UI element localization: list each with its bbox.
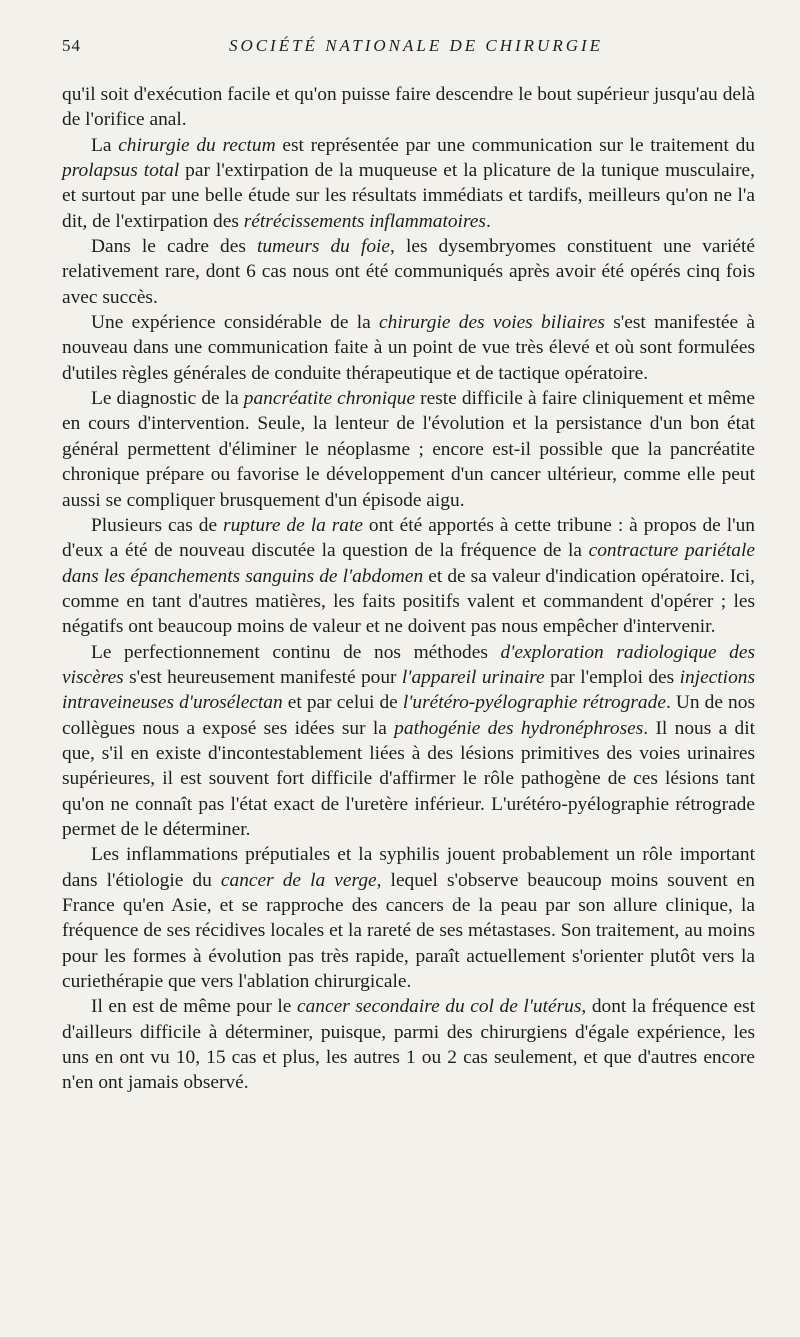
paragraph: [62, 133, 755, 234]
text-run: , dont la fréquence est d'ailleurs difficile à déterminer, puisque, parmi des chirurgiens d'égale expérience, les uns en ont vu 10, 15 cas et plus, les autres 1 ou 2 cas seulement, et que d'autres encore n'en ont jamais observé.: [62, 996, 756, 1094]
italic-term: tumeurs du foie: [256, 236, 391, 258]
text-run: . Il nous a dit que, s'il en existe d'incontestablement liées à des lésions primitives des voies urinaires supérieures, il est souvent fort difficile d'affirmer le rôle pathogène de ces lésions tant qu'on ne connaît pas l'état exact de l'uretère inférieur. L'urétéro-pyélographie rétrograde permet de le déterminer.: [62, 717, 755, 840]
paragraph: [62, 513, 755, 640]
text-run: , les dysembryomes constituent une variété relativement rare, dont 6 cas nous ont été communiqués après avoir été opérés cinq fois avec succès.: [62, 236, 755, 308]
body-text: [62, 82, 755, 1096]
text-run: reste difficile à faire cliniquement et même en cours d'intervention. Seule, la lenteur de l'évolution et la persistance d'un bon état général permettent d'éliminer le néoplasme ; encore est-il possible que la pancréatite chronique prépare ou favorise le développement d'un cancer ultérieur, comme elle peut aussi se compliquer brusquement d'un épisode aigu.: [62, 388, 755, 511]
text-run: Il en est de même pour le: [91, 996, 297, 1018]
italic-term: l'appareil urinaire: [401, 666, 545, 688]
italic-term: cancer de la verge: [220, 869, 377, 891]
text-run: Les inflammations préputiales et la syphilis jouent probablement un rôle important dans l'étiologie du: [62, 844, 755, 891]
text-run: Le diagnostic de la: [91, 388, 244, 410]
paragraph: [62, 842, 755, 994]
text-run: , lequel s'observe beaucoup moins souvent en France qu'en Asie, et se rapproche des cancers de la peau par son allure clinique, la fréquence de ses récidives locales et la rareté de ses métastases. Son traitement, au moins pour les formes à évolution pas très rapide, paraît actuellement s'orienter plutôt vers la curiethérapie que vers l'ablation chirurgicale.: [62, 869, 755, 993]
text-run: et par celui de: [282, 692, 403, 714]
text-run: est représentée par une communication sur le traitement du: [275, 134, 755, 156]
text-run: Le perfectionnement continu de nos méthodes: [91, 641, 501, 663]
italic-term: chirurgie des voies biliaires: [379, 312, 605, 334]
text-run: et de sa valeur d'indication opératoire. Ici, comme en tant d'autres matières, les faits positifs valent et commandent d'opérer ; les négatifs ont beaucoup moins de valeur et ne doivent pas nous empêcher d'intervenir.: [62, 565, 755, 638]
paragraph: [62, 234, 755, 310]
paragraph: [62, 310, 755, 386]
italic-term: rupture de la rate: [223, 514, 363, 536]
italic-term: d'exploration radiologique des viscères: [62, 641, 756, 688]
italic-term: pancréatite chronique: [243, 388, 416, 410]
text-run: Dans le cadre des: [91, 236, 257, 258]
text-run: .: [485, 210, 491, 232]
text-run: . Un de nos collègues nous a exposé ses idées sur la: [62, 692, 755, 739]
text-run: Une expérience considérable de la: [91, 312, 380, 334]
italic-term: pathogénie des hydronéphroses: [394, 717, 644, 739]
italic-term: rétrécissements inflammatoires: [243, 210, 486, 232]
text-run: par l'extirpation de la muqueuse et la plicature de la tunique musculaire, et surtout par une belle étude sur les résultats immédiats et tardifs, meilleurs qu'on ne l'a dit, de l'extirpation des: [62, 160, 755, 232]
italic-term: l'urétéro-pyélographie rétrograde: [402, 692, 666, 714]
text-run: Plusieurs cas de: [91, 514, 224, 536]
journal-title: SOCIÉTÉ NATIONALE DE CHIRURGIE: [228, 36, 604, 55]
paragraph: [62, 994, 755, 1095]
paragraph: [62, 82, 755, 133]
text-run: qu'il soit d'exécution facile et qu'on puisse faire descendre le bout supérieur jusqu'au delà de l'orifice anal.: [62, 84, 755, 131]
italic-term: injections intraveineuses d'urosélectan: [62, 666, 756, 714]
paragraph: [62, 640, 755, 843]
italic-term: chirurgie du rectum: [118, 134, 276, 156]
running-head: [62, 36, 752, 64]
text-run: s'est manifestée à nouveau dans une communication faite à un point de vue très élevé et où sont formulées d'utiles règles générales de conduite thérapeutique et de tactique opératoire.: [62, 312, 755, 384]
text-run: s'est heureusement manifesté pour: [123, 666, 402, 688]
italic-term: contracture pariétale dans les épanchements sanguins de l'abdomen: [62, 540, 755, 587]
text-run: ont été apportés à cette tribune : à propos de l'un d'eux a été de nouveau discutée la question de la fréquence de la: [62, 514, 755, 562]
paragraph: [62, 386, 755, 513]
text-run: La: [91, 134, 119, 156]
text-run: par l'emploi des: [544, 666, 680, 688]
italic-term: prolapsus total: [62, 160, 180, 182]
italic-term: cancer secondaire du col de l'utérus: [296, 996, 582, 1018]
page-number: 54: [62, 36, 81, 55]
